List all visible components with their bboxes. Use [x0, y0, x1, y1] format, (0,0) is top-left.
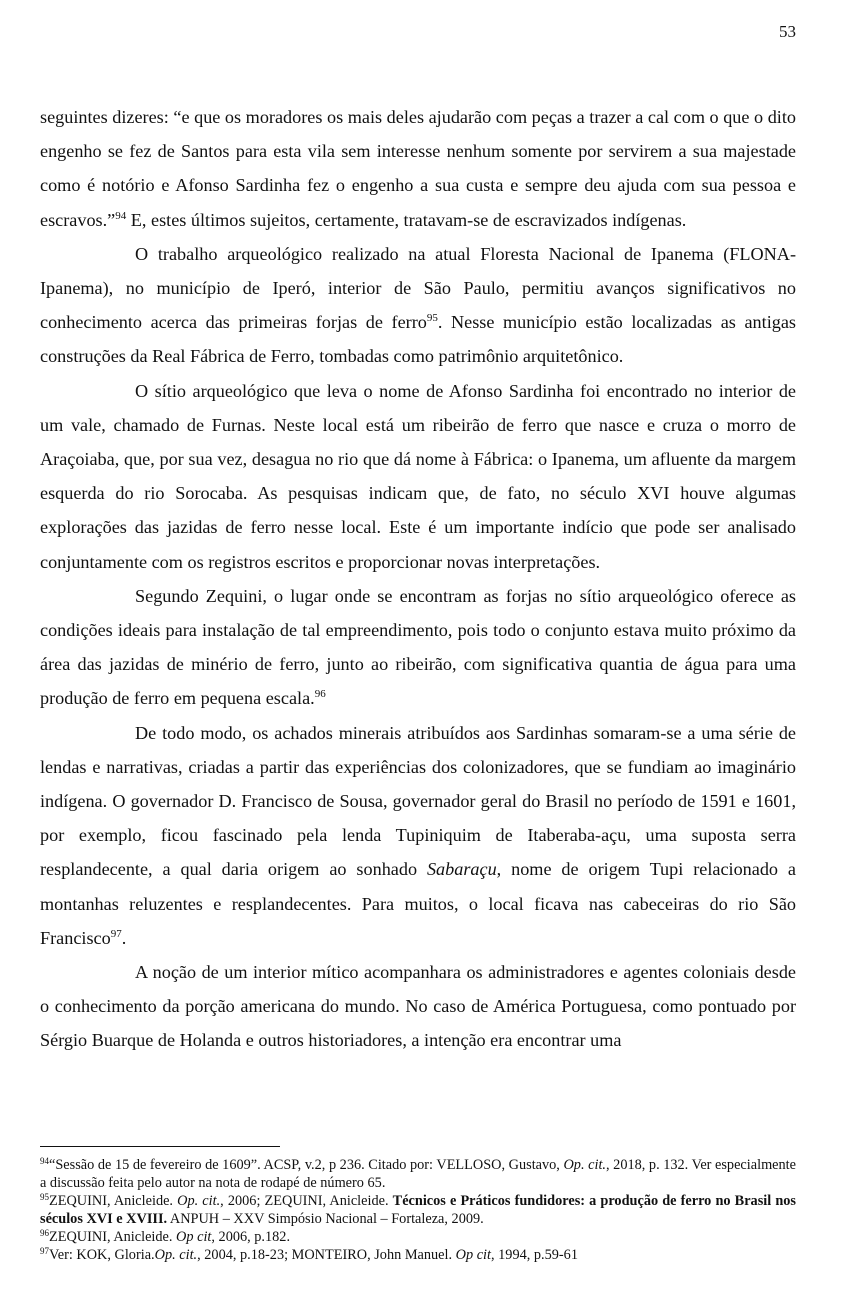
footnote-text: ZEQUINI, Anicleide. [49, 1229, 177, 1246]
paragraph-text: . Nesse município estão localizadas as antigas construções da Real Fábrica de Ferro, tombadas como patrimônio arquitetônico. [40, 312, 796, 367]
footnote-ref-95[interactable]: 95 [426, 312, 438, 325]
footnote-bold-title: Técnicos e Práticos fundidores: a produção de ferro no Brasil nos séculos XVI e XVIII. [40, 1193, 796, 1228]
footnote-number: 97 [40, 1246, 49, 1257]
footnote-italic: Op. cit. [177, 1193, 221, 1210]
footnote-divider [40, 1146, 280, 1147]
paragraph-interior-mitico [40, 955, 796, 1058]
footnote-text: Ver: KOK, Gloria. [49, 1247, 155, 1264]
paragraph-text: O trabalho arqueológico realizado na atual Floresta Nacional de Ipanema (FLONA-Ipanema), no município de Iperó, interior de São Paulo, permitiu avanços significativos no conhecimento acerca das primeiras forjas de ferro [40, 243, 796, 333]
paragraph-text: E, estes últimos sujeitos, certamente, tratavam-se de escravizados indígenas. [126, 209, 687, 230]
paragraph-sitio [40, 374, 796, 579]
footnote-97 [40, 1246, 796, 1264]
footnote-italic: Op cit [176, 1229, 212, 1246]
paragraph-text: , nome de origem Tupi relacionado a montanhas reluzentes e resplandecentes. Para muitos, o local ficava nas cabeceiras do rio São Francisco [40, 859, 796, 948]
paragraph-text: A noção de um interior mítico acompanhara os administradores e agentes coloniais desde o conhecimento da porção americana do mundo. No caso de América Portuguesa, como pontuado por Sérgio Buarque de Holanda e outros historiadores, a intenção era encontrar uma [40, 962, 796, 1051]
footnote-italic: Op. cit. [154, 1247, 198, 1264]
paragraph-text: De todo modo, os achados minerais atribuídos aos Sardinhas somaram-se a uma série de lendas e narrativas, criadas a partir das experiências dos colonizadores, que se fundiam ao imaginário indígena. O governador D. Francisco de Sousa, governador geral do Brasil no período de 1591 e 1601, por exemplo, ficou fascinado pela lenda Tupiniquim de Itaberaba-açu, uma suposta serra resplandecente, a qual daria origem ao sonhado [40, 722, 796, 880]
footnote-ref-94[interactable]: 94 [115, 209, 127, 222]
footnote-ref-97[interactable]: 97 [110, 927, 122, 940]
paragraph-text: . [121, 927, 127, 948]
paragraph-text: seguintes dizeres: “e que os moradores os mais deles ajudarão com peças a trazer a cal com o que o dito engenho se fez de Santos para esta vila sem interesse nenhum somente por servirem a sua majestade como é notório e Afonso Sardinha fez o engenho a sua custa e sempre deu ajuda com sua pessoa e escravos.” [40, 107, 796, 230]
footnote-text: “Sessão de 15 de fevereiro de 1609”. ACSP, v.2, p 236. Citado por: VELLOSO, Gustavo, [49, 1157, 564, 1173]
footnote-96 [40, 1228, 796, 1246]
italic-term: Sabaraçu [426, 859, 497, 880]
footnote-number: 96 [40, 1228, 49, 1239]
paragraph-text: O sítio arqueológico que leva o nome de Afonso Sardinha foi encontrado no interior de um vale, chamado de Furnas. Neste local está um ribeirão de ferro que nasce e cruza o morro de Araçoiaba, que, por sua vez, desagua no rio que dá nome à Fábrica: o Ipanema, um afluente da margem esquerda do rio Sorocaba. As pesquisas indicam que, de fato, no século XVI houve algumas explorações das jazidas de ferro nesse local. Este é um importante indício que pode ser analisado conjuntamente com os registros escritos e proporcionar novas interpretações. [40, 380, 796, 572]
footnote-text: , 2006; ZEQUINI, Anicleide. [220, 1193, 393, 1210]
paragraph-lendas [40, 716, 796, 955]
paragraph-zequini [40, 579, 796, 716]
footnote-number: 94 [40, 1156, 49, 1166]
body-text [40, 100, 796, 1058]
footnote-ref-96[interactable]: 96 [314, 688, 326, 701]
footnote-94 [40, 1156, 796, 1192]
footnote-95 [40, 1192, 796, 1228]
footnote-text: , 2004, p.18-23; MONTEIRO, John Manuel. [197, 1247, 456, 1264]
footnote-italic: Op cit [455, 1247, 491, 1264]
page-number: 53 [779, 22, 796, 41]
footnote-number: 95 [40, 1192, 49, 1203]
footnote-text: , 2018, p. 132. Ver especialmente a discussão feita pelo autor na nota de rodapé de número 65. [40, 1157, 796, 1192]
paragraph-continuation [40, 100, 796, 237]
paragraph-text: Segundo Zequini, o lugar onde se encontram as forjas no sítio arqueológico oferece as condições ideais para instalação de tal empreendimento, pois todo o conjunto estava muito próximo da área das jazidas de minério de ferro, junto ao ribeirão, com significativa quantia de água para uma produção de ferro em pequena escala. [40, 585, 796, 709]
paragraph-flona [40, 237, 796, 374]
footnote-text: , 2006, p.182. [211, 1229, 291, 1246]
footnote-text: , 1994, p.59-61 [491, 1247, 578, 1264]
footnote-text: ANPUH – XXV Simpósio Nacional – Fortaleza, 2009. [167, 1211, 484, 1228]
footnote-italic: Op. cit. [563, 1157, 606, 1173]
footnote-text: ZEQUINI, Anicleide. [49, 1193, 178, 1210]
footnotes [40, 1156, 796, 1265]
